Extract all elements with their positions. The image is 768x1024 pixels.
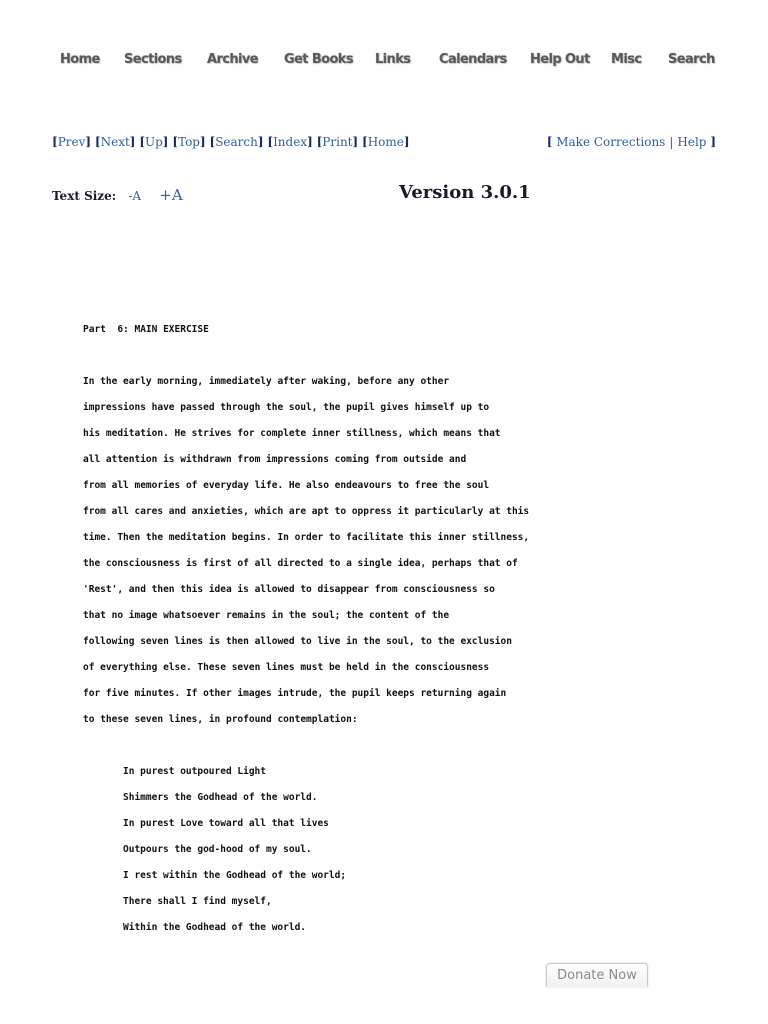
nav-get-books[interactable]: Get Books — [284, 52, 353, 67]
decrease-text-size-button[interactable]: -A — [128, 189, 142, 203]
nav-archive[interactable]: Archive — [207, 52, 258, 67]
paragraph-line: time. Then the meditation begins. In order to facilitate this inner stillness, — [83, 532, 530, 543]
verse-line: Shimmers the Godhead of the world. — [123, 792, 318, 803]
page-navigation-links: [Prev] [Next] [Up] [Top] [Search] [Index] [Print] [Home] — [52, 135, 410, 149]
version-title: Version 3.0.1 — [399, 182, 531, 203]
paragraph-line: all attention is withdrawn from impressions coming from outside and — [83, 454, 467, 465]
article-content — [83, 323, 529, 947]
nav-misc[interactable]: Misc — [611, 52, 642, 67]
nav-search[interactable]: Search — [668, 52, 715, 67]
verse-line: In purest Love toward all that lives — [123, 818, 329, 829]
home-link[interactable]: Home — [367, 135, 404, 149]
text-size-control — [52, 186, 183, 204]
search-link[interactable]: Search — [215, 135, 258, 149]
verse-line: There shall I find myself, — [123, 896, 272, 907]
print-link[interactable]: Print — [322, 135, 353, 149]
corrections-help-links: [ Make Corrections | Help ] — [546, 135, 716, 149]
verse-line: I rest within the Godhead of the world; — [123, 870, 347, 881]
increase-text-size-button[interactable]: +A — [159, 186, 183, 204]
top-navigation — [0, 52, 768, 74]
section-heading: Part 6: MAIN EXERCISE — [83, 324, 209, 335]
paragraph-line: for five minutes. If other images intrude, the pupil keeps returning again — [83, 688, 507, 699]
paragraph-line: following seven lines is then allowed to live in the soul, to the exclusion — [83, 636, 512, 647]
paragraph-line: impressions have passed through the soul, the pupil gives himself up to — [83, 402, 490, 413]
paragraph-line: from all cares and anxieties, which are apt to oppress it particularly at this — [83, 506, 530, 517]
paragraph-line: that no image whatsoever remains in the soul; the content of the — [83, 610, 450, 621]
paragraph-line: of everything else. These seven lines must be held in the consciousness — [83, 662, 490, 673]
nav-help-out[interactable]: Help Out — [530, 52, 590, 67]
paragraph-line: to these seven lines, in profound contemplation: — [83, 714, 358, 725]
verse-line: Within the Godhead of the world. — [123, 922, 307, 933]
verse-line: Outpours the god-hood of my soul. — [123, 844, 312, 855]
paragraph-line: In the early morning, immediately after waking, before any other — [83, 376, 450, 387]
nav-calendars[interactable]: Calendars — [439, 52, 507, 67]
help-link[interactable]: Help — [677, 135, 707, 149]
paragraph-line: his meditation. He strives for complete inner stillness, which means that — [83, 428, 501, 439]
up-link[interactable]: Up — [145, 135, 163, 149]
prev-link[interactable]: Prev — [57, 135, 86, 149]
paragraph-line: 'Rest', and then this idea is allowed to disappear from consciousness so — [83, 584, 495, 595]
paragraph-line: from all memories of everyday life. He also endeavours to free the soul — [83, 480, 490, 491]
next-link[interactable]: Next — [100, 135, 130, 149]
index-link[interactable]: Index — [273, 135, 308, 149]
top-link[interactable]: Top — [178, 135, 200, 149]
nav-home[interactable]: Home — [60, 52, 100, 67]
make-corrections-link[interactable]: Make Corrections — [556, 135, 666, 149]
nav-sections[interactable]: Sections — [124, 52, 182, 67]
donate-now-button[interactable]: Donate Now — [546, 963, 648, 987]
paragraph-line: the consciousness is first of all directed to a single idea, perhaps that of — [83, 558, 518, 569]
verse-line: In purest outpoured Light — [123, 766, 266, 777]
text-size-label: Text Size: — [52, 189, 117, 203]
nav-links[interactable]: Links — [375, 52, 411, 67]
